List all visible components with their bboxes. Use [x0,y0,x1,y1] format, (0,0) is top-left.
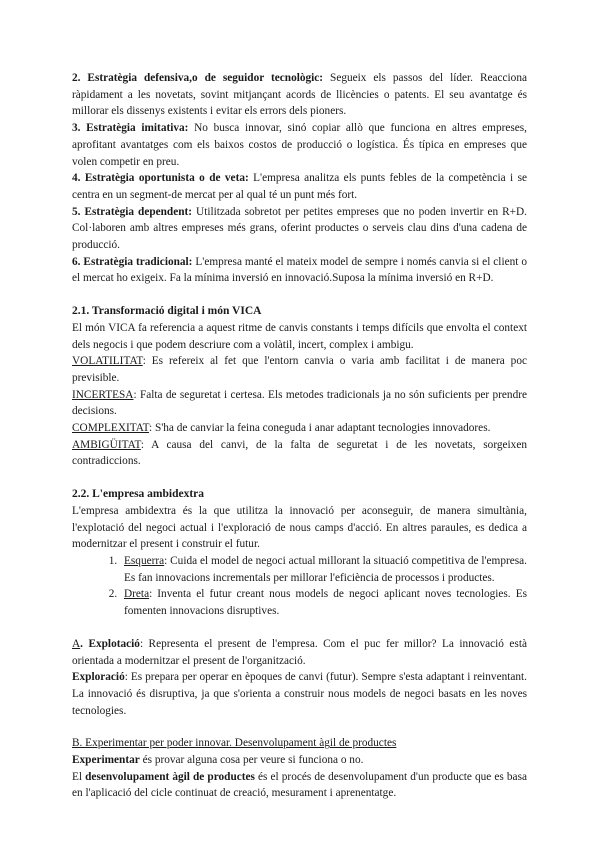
item-text: : Inventa el futur creant nous models de negoci aplicant noves tecnologies. Es fomenten innovacions disruptives. [124,588,527,618]
item-text: : Cuida el model de negoci actual millorant la situació competitiva de l'empresa. Es fan innovacions incrementals per millorar l'eficiència de processos i productes. [124,554,527,584]
strategy-text: Utilitzada sobretot per petites empreses que no poden invertir en R+D. Col·laboren amb altres empreses més grans, oferint productes o serveis clau dins d'una cadena de producció. [72,205,528,252]
term-definition: : Falta de seguretat i certesa. Els metodes tradicionals ja no són suficients per prendre decisions. [72,388,527,418]
exploracio-text: : Es prepara per operar en èpoques de canvi (futur). Sempre s'esta adaptant i reinventant. La innovació és disruptiva, ja que s'orienta a construir nous models de negoci basats en les noves tecnologies. [72,671,527,717]
dev-prefix: El [72,770,86,783]
vica-term [72,387,527,420]
term-definition: : A causa del canvi, de la falta de seguretat i de les novetats, sorgeixen contradiccions. [72,438,527,468]
section-heading-ambidextra: 2.2. L'empresa ambidextra [72,488,205,501]
strategy-title: 6. Estratègia tradicional: [72,255,193,268]
strategy-text: No busca innovar, sinó copiar allò que funciona en altres empreses, aprofitant avantatges com els baixos costos de producció o logística. És típica en empreses que volen competir en preu. [72,122,527,168]
document-body [72,70,527,802]
exploracio-title: Exploració [72,671,125,684]
vica-term [72,420,527,437]
term-definition: : Es refereix al fet que l'entorn canvia o varia amb facilitat i de manera poc previsible. [72,355,527,384]
section-heading-vica: 2.1. Transformació digital i món VICA [72,305,262,318]
strategy-4 [72,170,527,203]
strategy-6 [72,254,527,287]
explotacio-letter: A [72,637,81,650]
ambidextra-intro: L'empresa ambidextra és la que utilitza la innovació per aconseguir, de manera simultània, l'explotació del negoci actual i l'exploració de nous camps d'acció. En altres paraules, es dedica a modernitzar el present i construir el futur. [72,504,527,551]
term-label: INCERTESA [72,388,134,401]
vica-term [72,437,527,470]
item-term: Dreta [124,588,150,601]
strategy-title: 4. Estratègia oportunista o de veta: [72,172,249,185]
strategy-text: L'empresa analitza els punts febles de la competència i se centra en un segment-de mercat per al qual té un punt més fort. [72,172,527,201]
strategy-text: Segueix els passos del líder. Reacciona ràpidament a les novetats, sovint mitjançant acords de llicències o patents. El seu avantatge és millorar els dissenys existents i evitar els errors dels pioners. [72,72,527,118]
dev-bold: desenvolupament àgil de productes [85,770,255,783]
strategy-title: 2. Estratègia defensiva,o de seguidor tecnològic: [72,72,324,84]
spacer [72,620,527,636]
spacer [72,719,527,735]
vica-term [72,353,527,386]
strategy-2 [72,70,527,120]
item-term: Esquerra [124,554,165,567]
strategy-5 [72,204,527,254]
strategy-3 [72,120,527,170]
strategy-title: 5. Estratègia dependent: [72,205,193,218]
list-item [120,586,527,619]
section-heading-b: B. Experimentar per poder innovar. Desenvolupament àgil de productes [72,737,397,750]
experimentar-title: Experimentar [72,754,140,767]
explotacio-title: . Explotació [80,637,140,650]
term-label: VOLATILITAT [72,355,143,368]
explotacio-text: : Representa el present de l'empresa. Com el puc fer millor? La innovació està orientada a modernitzar el present de l'organització. [72,637,527,667]
vica-intro: El món VICA fa referencia a aquest ritme de canvis constants i temps difícils que envolta el context dels negocis i que podem descriure com a volàtil, incert, complex i ambigu. [72,321,527,351]
ambidextra-list [72,553,527,620]
explotacio-paragraph [72,636,527,669]
term-definition: : S'ha de canviar la feina coneguda i anar adaptant tecnologies innovadores. [148,422,491,435]
strategy-text: L'empresa manté el mateix model de sempre i només canvia si el client o el mercat ho exigeix. Fa la mínima inversió en innovació.Suposa la mínima inversió en R+D. [72,255,527,285]
desenvolupament-paragraph [72,769,527,802]
exploracio-paragraph [72,669,527,719]
dev-text: és el procés de desenvolupament d'un producte que es basa en l'aplicació del cicle continuat de creació, mesurament i aprenentatge. [72,770,527,800]
experimentar-text: és provar alguna cosa per veure si funciona o no. [139,754,364,767]
spacer [72,470,527,486]
list-item [120,553,527,586]
term-label: COMPLEXITAT [72,422,149,435]
spacer [72,287,527,303]
term-label: AMBIGÜITAT [72,438,141,451]
experimentar-paragraph [72,752,527,769]
strategy-title: 3. Estratègia imitativa: [72,122,189,135]
